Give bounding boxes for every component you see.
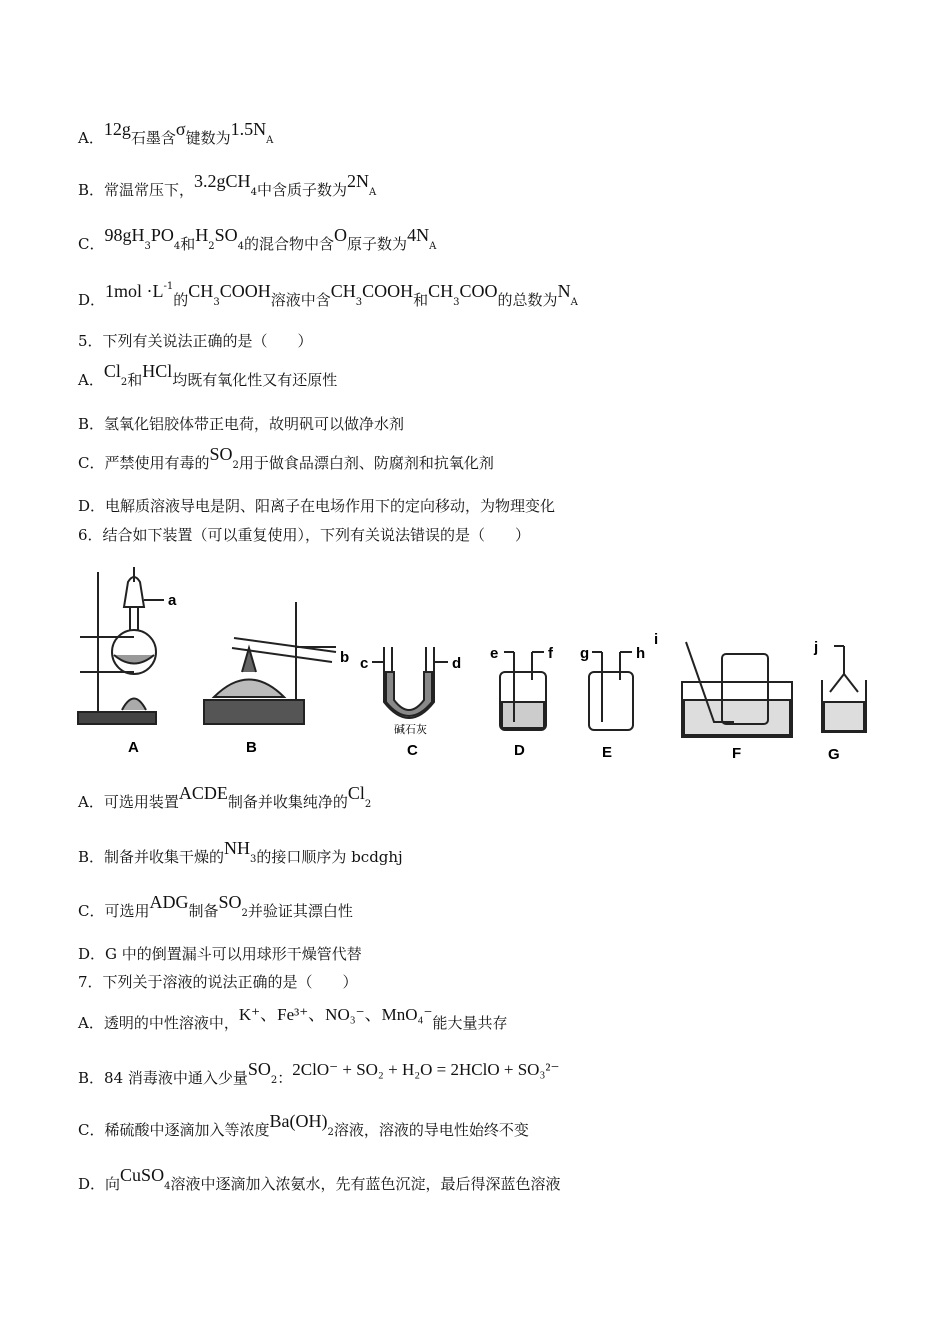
port-g-label: g	[580, 645, 590, 662]
apparatus-a-label: A	[128, 739, 139, 756]
q7-option-c: C．稀硫酸中逐滴加入等浓度Ba(OH)2溶液，溶液的导电性始终不变	[78, 1111, 529, 1139]
port-f-label: f	[548, 645, 553, 662]
q6-option-a: A．可选用装置ACDE制备并收集纯净的Cl2	[78, 783, 372, 811]
port-j-label: j	[814, 639, 819, 656]
q4-option-d: D．$1mol \cdot L^{-1}$的CH3COOH溶液中含CH3COOH和CH3COO的总数为NA	[78, 281, 578, 309]
q6-stem: 6．结合如下装置（可以重复使用），下列有关说法错误的是（ ）	[78, 526, 531, 544]
q6-option-c: C．可选用ADG制备SO2并验证其漂白性	[78, 892, 353, 920]
port-b-label: b	[340, 649, 350, 666]
q7-option-d: D．向CuSO4溶液中逐滴加入浓氨水，先有蓝色沉淀，最后得深蓝色溶液	[78, 1165, 561, 1193]
port-a-label: a	[168, 592, 177, 609]
apparatus-figure	[74, 552, 874, 767]
apparatus-g-label: G	[828, 746, 840, 763]
q5-option-d: D．电解质溶液导电是阴、阳离子在电场作用下的定向移动，为物理变化	[78, 497, 556, 515]
port-d-label: d	[452, 655, 462, 672]
apparatus-b-drawing	[204, 602, 336, 724]
port-h-label: h	[636, 645, 646, 662]
apparatus-b-label: B	[246, 739, 257, 756]
apparatus-f-drawing	[682, 642, 792, 737]
port-i-label: i	[654, 631, 659, 648]
q6-option-d: D．G 中的倒置漏斗可以用球形干燥管代替	[78, 945, 362, 963]
soda-lime-caption: 碱石灰	[394, 723, 427, 736]
q4-option-a: A．12g石墨含σ键数为1.5NA	[78, 119, 274, 147]
apparatus-c-drawing	[372, 647, 448, 718]
port-c-label: c	[360, 655, 369, 672]
apparatus-d-label: D	[514, 742, 525, 759]
q7-stem: 7．下列关于溶液的说法正确的是（ ）	[78, 973, 358, 991]
apparatus-e-label: E	[602, 744, 613, 761]
apparatus-c-label: C	[407, 742, 418, 759]
apparatus-f-label: F	[732, 745, 742, 762]
q5-option-c: C．严禁使用有毒的SO2用于做食品漂白剂、防腐剂和抗氧化剂	[78, 444, 494, 472]
q4-option-b: B．常温常压下，3.2gCH4中含质子数为2NA	[78, 171, 377, 199]
q5-option-a: A．Cl2和HCl均既有氧化性又有还原性	[78, 361, 338, 389]
q5-stem: 5．下列有关说法正确的是（ ）	[78, 332, 313, 350]
q5-option-b: B．氢氧化铝胶体带正电荷，故明矾可以做净水剂	[78, 415, 405, 433]
q7-option-a: A．透明的中性溶液中，K⁺、Fe³⁺、NO₃⁻、MnO₄⁻能大量共存	[78, 1005, 508, 1032]
apparatus-d-drawing	[500, 652, 546, 730]
port-e-label: e	[490, 645, 499, 662]
apparatus-g-drawing	[822, 646, 866, 732]
apparatus-a-drawing	[78, 567, 164, 724]
apparatus-e-drawing	[589, 652, 633, 730]
q7-option-b: B．84 消毒液中通入少量SO2：2ClO⁻ + SO₂ + H₂O = 2HClO + SO₃²⁻	[78, 1059, 560, 1087]
q4-option-c: C．98gH3PO4和H2SO4的混合物中含O原子数为4NA	[78, 225, 437, 253]
q6-option-b: B．制备并收集干燥的NH3的接口顺序为 bcdghj	[78, 838, 403, 866]
